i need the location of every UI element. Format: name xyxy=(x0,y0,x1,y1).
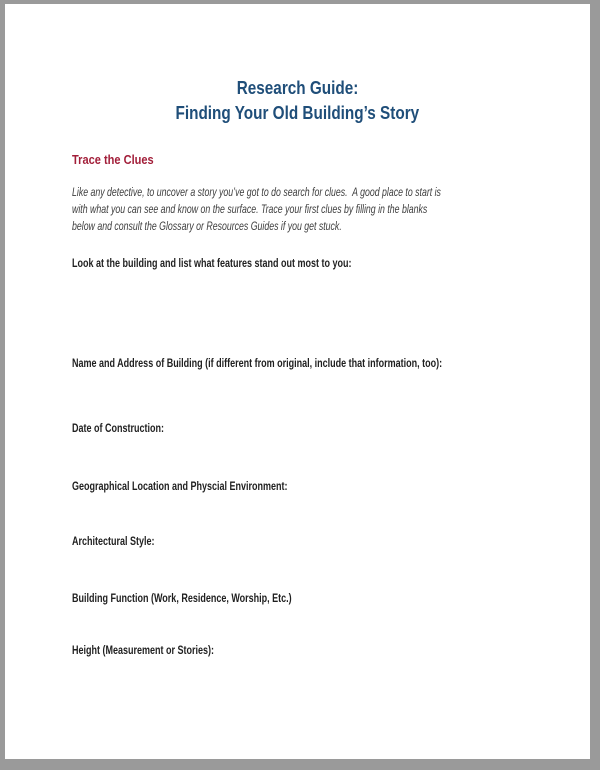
prompt-architectural-style: Architectural Style: xyxy=(72,534,155,548)
section-heading: Trace the Clues xyxy=(72,152,154,167)
prompt-building-function: Building Function (Work, Residence, Worship, Etc.) xyxy=(72,591,292,605)
intro-line: below and consult the Glossary or Resources Guides if you get stuck. xyxy=(72,219,342,233)
intro-line: Like any detective, to uncover a story you’ve got to do search for clues. A good place to start is xyxy=(72,185,441,199)
page-title-text-2: Finding Your Old Building’s Story xyxy=(175,103,420,123)
page-title-line-2 xyxy=(5,101,590,126)
page-title-line-1 xyxy=(5,76,590,101)
page-title-text-1: Research Guide: xyxy=(236,78,359,98)
intro-paragraph xyxy=(72,184,577,235)
prompt-geographical-location: Geographical Location and Physcial Environment: xyxy=(72,479,288,493)
document-page xyxy=(5,4,590,759)
prompt-height: Height (Measurement or Stories): xyxy=(72,643,215,657)
prompt-date-of-construction: Date of Construction: xyxy=(72,421,165,435)
page-title xyxy=(5,76,590,126)
intro-line: with what you can see and know on the surface. Trace your first clues by filling in the blanks xyxy=(72,202,428,216)
prompt-name-address: Name and Address of Building (if different from original, include that information, too): xyxy=(72,356,443,370)
prompt-features: Look at the building and list what features stand out most to you: xyxy=(72,256,352,270)
